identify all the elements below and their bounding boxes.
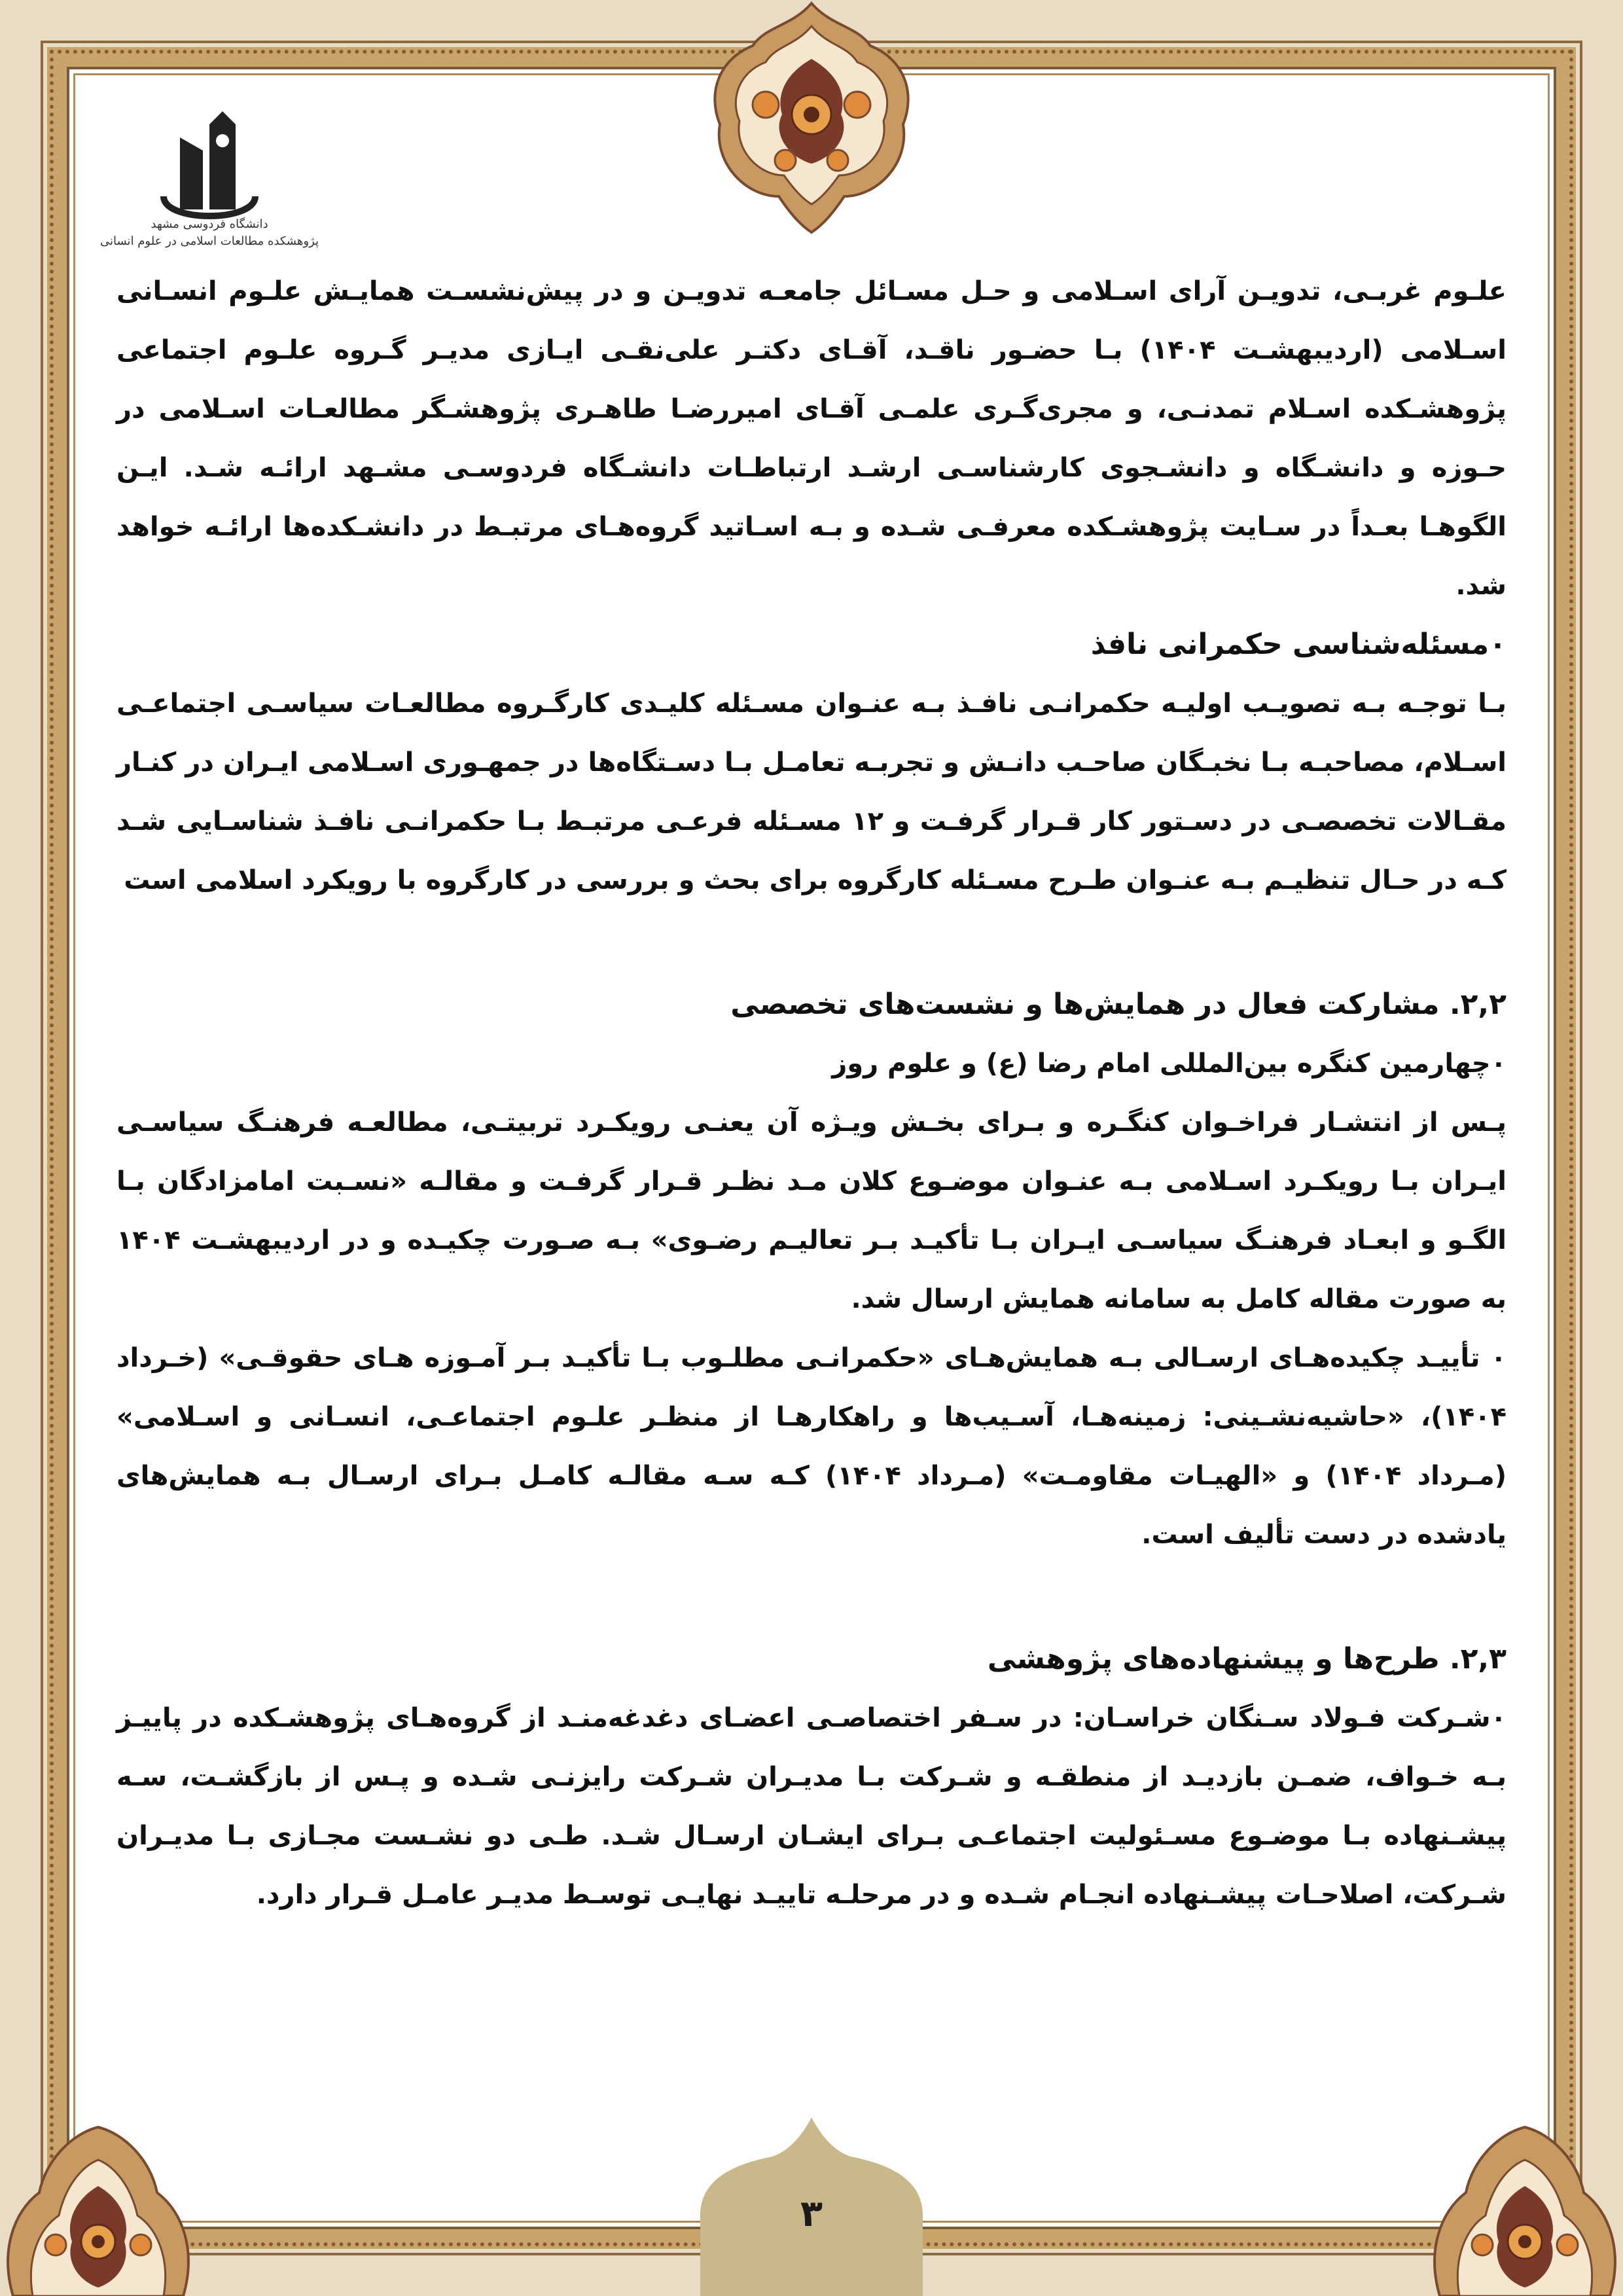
- logo-caption-university: دانشگاه فردوسی مشهد: [151, 217, 268, 231]
- page-number: ۳: [800, 2193, 823, 2235]
- section-heading-conferences: ۲,۲. مشارکت فعال در همایش‌ها و نشست‌های تخصصی: [730, 988, 1507, 1021]
- bullet-imam-reza-congress: ۰چهارمین کنگره بین‌المللی امام رضا (ع) و علوم روز: [832, 1049, 1507, 1079]
- corner-ornament-bottom-right: [1427, 2081, 1623, 2296]
- corner-ornament-bottom-left: [0, 2081, 196, 2296]
- bullet-governance-problem: ۰مسئله‌شناسی حکمرانی نافذ: [1090, 628, 1507, 661]
- top-medallion-ornament: [694, 0, 929, 236]
- congress-paragraph: پـس از انتشـار فراخـوان کنگـره و بـرای بخـش ویـژه آن یعنـی رویکـرد تربیتـی، مطالعـه فرهنـگ سیاسـی ایـران بـا رویکـرد اسـلامی بـه عنـوان موضـوع کلان مـد نظـر قـرار گرفـت و مقالـه «نسـبت امامزادگان بـا الگـو و ابعـاد فرهنـگ سیاسـی ایـران بـا تأکیـد بـر تعالیـم رضـوی» بـه صـورت چکیـده و در اردیبهشـت ۱۴۰۴ به صورت مقاله کامل به سامانه همایش ارسال شد.: [116, 1107, 1507, 1314]
- logo-caption-institute: پژوهشکده مطالعات اسلامی در علوم انسانی: [100, 234, 319, 248]
- projects-paragraph: ۰شـرکت فـولاد سـنگان خراسـان: در سـفر اختصاصـی اعضـای دغدغه‌منـد از گروه‌هـای پژوهشـکده در پاییـز بـه خـواف، ضمـن بازدیـد از منطقـه و شـرکت بـا مدیـران شـرکت رایزنـی شـده و پـس از بازگشـت، سـه پیشـنهاده بـا موضـوع مسـئولیت اجتماعـی بـرای ایشـان ارسـال شـد. طـی دو نشـست مجـازی بـا مدیـران شـرکت، اصلاحـات پیشـنهاده انجـام شـده و در مرحلـه تاییـد نهایـی توسـط مدیـر عامـل قـرار دارد.: [116, 1703, 1507, 1910]
- section-heading-projects: ۲,۳. طرح‌ها و پیشنهاده‌های پژوهشی: [987, 1642, 1507, 1676]
- governance-paragraph: بـا توجـه بـه تصویـب اولیـه حکمرانـی نافـذ بـه عنـوان مسـئله کلیـدی کارگـروه مطالعـات سیاسـی اجتماعـی اسـلام، مصاحبـه بـا نخبـگان صاحـب دانـش و تجربـه تعامـل بـا دسـتگاه‌ها در جمهـوری اسـلامی ایـران در کنـار مقـالات تخصصـی در دسـتور کار قـرار گرفـت و ۱۲ مسـئله فرعـی مرتبـط بـا حکمرانـی نافـذ شناسـایی شـد کـه در حـال تنظیـم بـه عنـوان طـرح مسـئله کارگروه برای بحث و بررسی در کارگروه با رویکرد اسلامی است: [116, 689, 1507, 895]
- logo-caption: [98, 216, 321, 250]
- intro-paragraph: علـوم غربـی، تدویـن آرای اسـلامی و حـل مسـائل جامعـه تدویـن و در پیش‌نشسـت همایـش علـوم انسـانی اسـلامی (اردیبهشـت ۱۴۰۴) بـا حضـور ناقـد، آقـای دکتـر علی‌نقـی ایـازی مدیـر گـروه علـوم اجتماعی پژوهشـکده اسـلام تمدنـی، و مجری‌گـری علمـی آقـای امیررضـا طاهـری پژوهشـگر مطالعـات اسـلامی در حـوزه و دانشـگاه و دانشـجوی کارشناسـی ارشـد ارتباطـات دانشـگاه فردوسـی مشـهد ارائـه شـد. ایـن الگوهـا بعـداً در سـایت پژوهشـکده معرفـی شـده و بـه اسـاتید گروه‌هـای مرتبـط در دانشـکده‌ها ارائـه خواهد شد.: [116, 276, 1507, 601]
- spacer: [116, 910, 1507, 975]
- abstracts-paragraph: ۰ تأییـد چکیده‌هـای ارسـالی بـه همایش‌هـای «حکمرانـی مطلـوب بـا تأکیـد بـر آمـوزه هـای حقوقـی» (خـرداد ۱۴۰۴)، «حاشیه‌نشـینی: زمینه‌هـا، آسـیب‌ها و راهکارهـا از منظـر علـوم اجتماعـی، انسـانی و اسـلامی» (مـرداد ۱۴۰۴) و «الهیـات مقاومـت» (مـرداد ۱۴۰۴) کـه سـه مقالـه کامـل بـرای ارسـال بـه همایش‌های یادشده در دست تألیف است.: [116, 1343, 1507, 1550]
- spacer: [116, 1564, 1507, 1630]
- document-body: [116, 262, 1507, 1924]
